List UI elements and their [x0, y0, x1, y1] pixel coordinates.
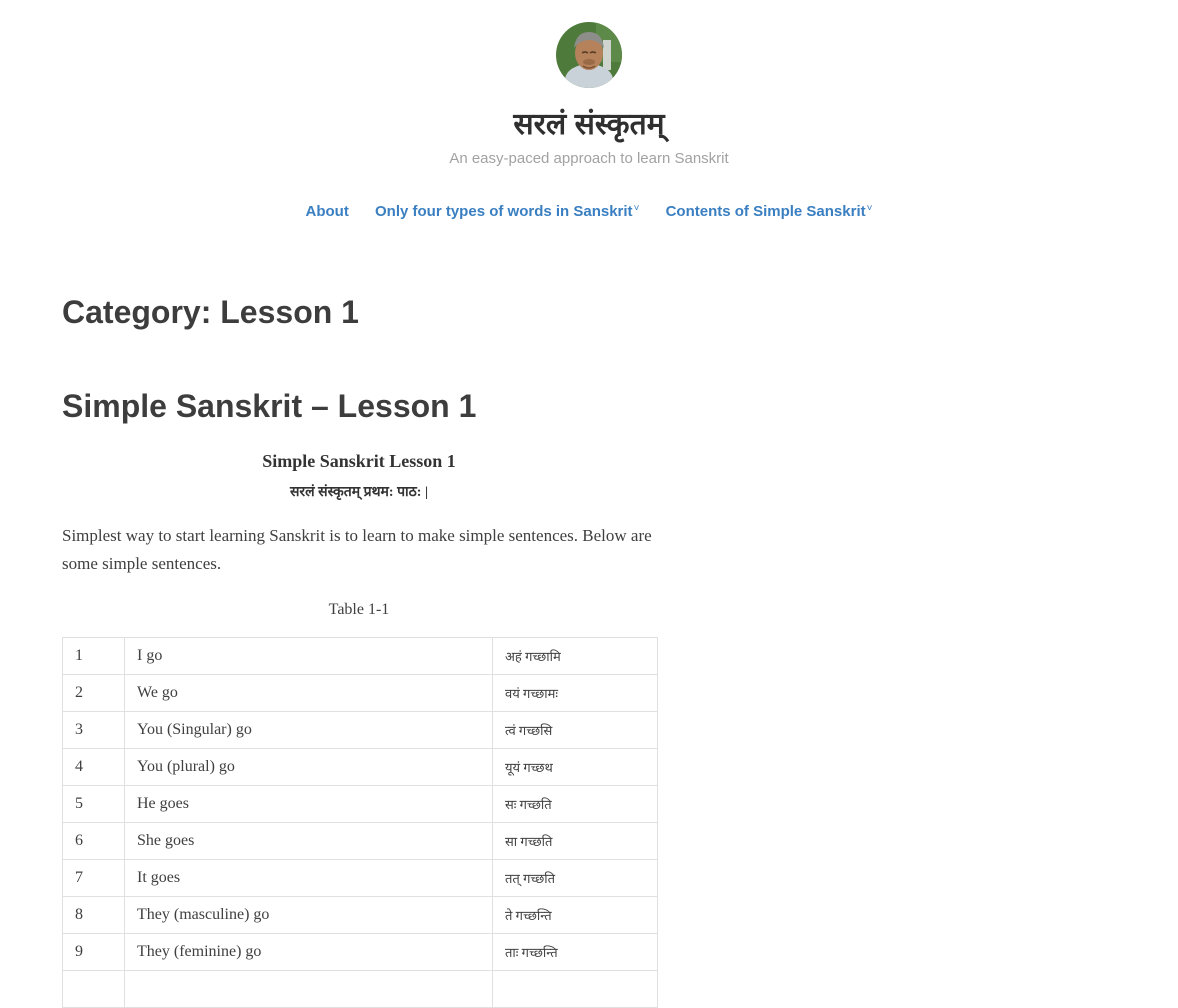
nav-item-label: Contents of Simple Sanskrit: [666, 203, 866, 220]
sanskrit-cell: [493, 971, 658, 1008]
lesson-subheading-devanagari: सरलं संस्कृतम् प्रथम: पाठ: |: [62, 482, 656, 501]
nav-item-label: About: [306, 203, 349, 220]
english-cell: It goes: [125, 860, 493, 897]
sanskrit-cell: ताः गच्छन्ति: [493, 934, 658, 971]
sanskrit-cell: त्वं गच्छसि: [493, 712, 658, 749]
row-number-cell: 5: [63, 786, 125, 823]
row-number-cell: 8: [63, 897, 125, 934]
english-cell: They (masculine) go: [125, 897, 493, 934]
row-number-cell: 9: [63, 934, 125, 971]
sanskrit-cell: सा गच्छति: [493, 823, 658, 860]
english-cell: He goes: [125, 786, 493, 823]
sanskrit-cell: तत् गच्छति: [493, 860, 658, 897]
intro-paragraph: Simplest way to start learning Sanskrit is to learn to make simple sentences. Below are some simple sentences.: [62, 522, 656, 577]
nav-item-only-four-types-of-words[interactable]: [375, 203, 639, 220]
table-row: [63, 749, 658, 786]
site-tagline: An easy-paced approach to learn Sanskrit: [0, 150, 1178, 167]
table-row: [63, 860, 658, 897]
avatar-photo-icon: [556, 22, 622, 88]
sanskrit-cell: अहं गच्छामि: [493, 638, 658, 675]
sanskrit-cell: यूयं गच्छथ: [493, 749, 658, 786]
chevron-down-icon: ˅: [867, 203, 873, 214]
row-number-cell: 3: [63, 712, 125, 749]
row-number-cell: 2: [63, 675, 125, 712]
table-row: [63, 823, 658, 860]
chevron-down-icon: ˅: [634, 203, 640, 214]
row-number-cell: [63, 971, 125, 1008]
category-page-title: Category: Lesson 1: [62, 294, 656, 331]
english-cell: You (plural) go: [125, 749, 493, 786]
table-caption: Table 1-1: [62, 601, 656, 619]
english-cell: We go: [125, 675, 493, 712]
lesson-sentences-table: [62, 637, 658, 1008]
row-number-cell: 7: [63, 860, 125, 897]
english-cell: You (Singular) go: [125, 712, 493, 749]
row-number-cell: 6: [63, 823, 125, 860]
site-header: [0, 0, 1178, 220]
site-avatar[interactable]: [556, 22, 622, 88]
row-number-cell: 1: [63, 638, 125, 675]
nav-item-contents-of-simple-sanskrit[interactable]: [666, 203, 873, 220]
sanskrit-cell: सः गच्छति: [493, 786, 658, 823]
table-row: [63, 786, 658, 823]
post-title-link[interactable]: Simple Sanskrit – Lesson 1: [62, 388, 656, 425]
table-row: [63, 934, 658, 971]
nav-item-about[interactable]: [306, 203, 349, 220]
site-title[interactable]: सरलं संस्कृतम्: [0, 106, 1178, 144]
sanskrit-cell: वयं गच्छामः: [493, 675, 658, 712]
table-row: [63, 675, 658, 712]
main-content: [62, 294, 656, 1008]
nav-item-label: Only four types of words in Sanskrit: [375, 203, 633, 220]
english-cell: She goes: [125, 823, 493, 860]
english-cell: I go: [125, 638, 493, 675]
sanskrit-cell: ते गच्छन्ति: [493, 897, 658, 934]
table-row: [63, 897, 658, 934]
english-cell: [125, 971, 493, 1008]
lesson-heading: Simple Sanskrit Lesson 1: [62, 451, 656, 472]
table-row: [63, 638, 658, 675]
table-row: [63, 712, 658, 749]
table-row: [63, 971, 658, 1008]
row-number-cell: 4: [63, 749, 125, 786]
english-cell: They (feminine) go: [125, 934, 493, 971]
main-nav: [0, 203, 1178, 220]
